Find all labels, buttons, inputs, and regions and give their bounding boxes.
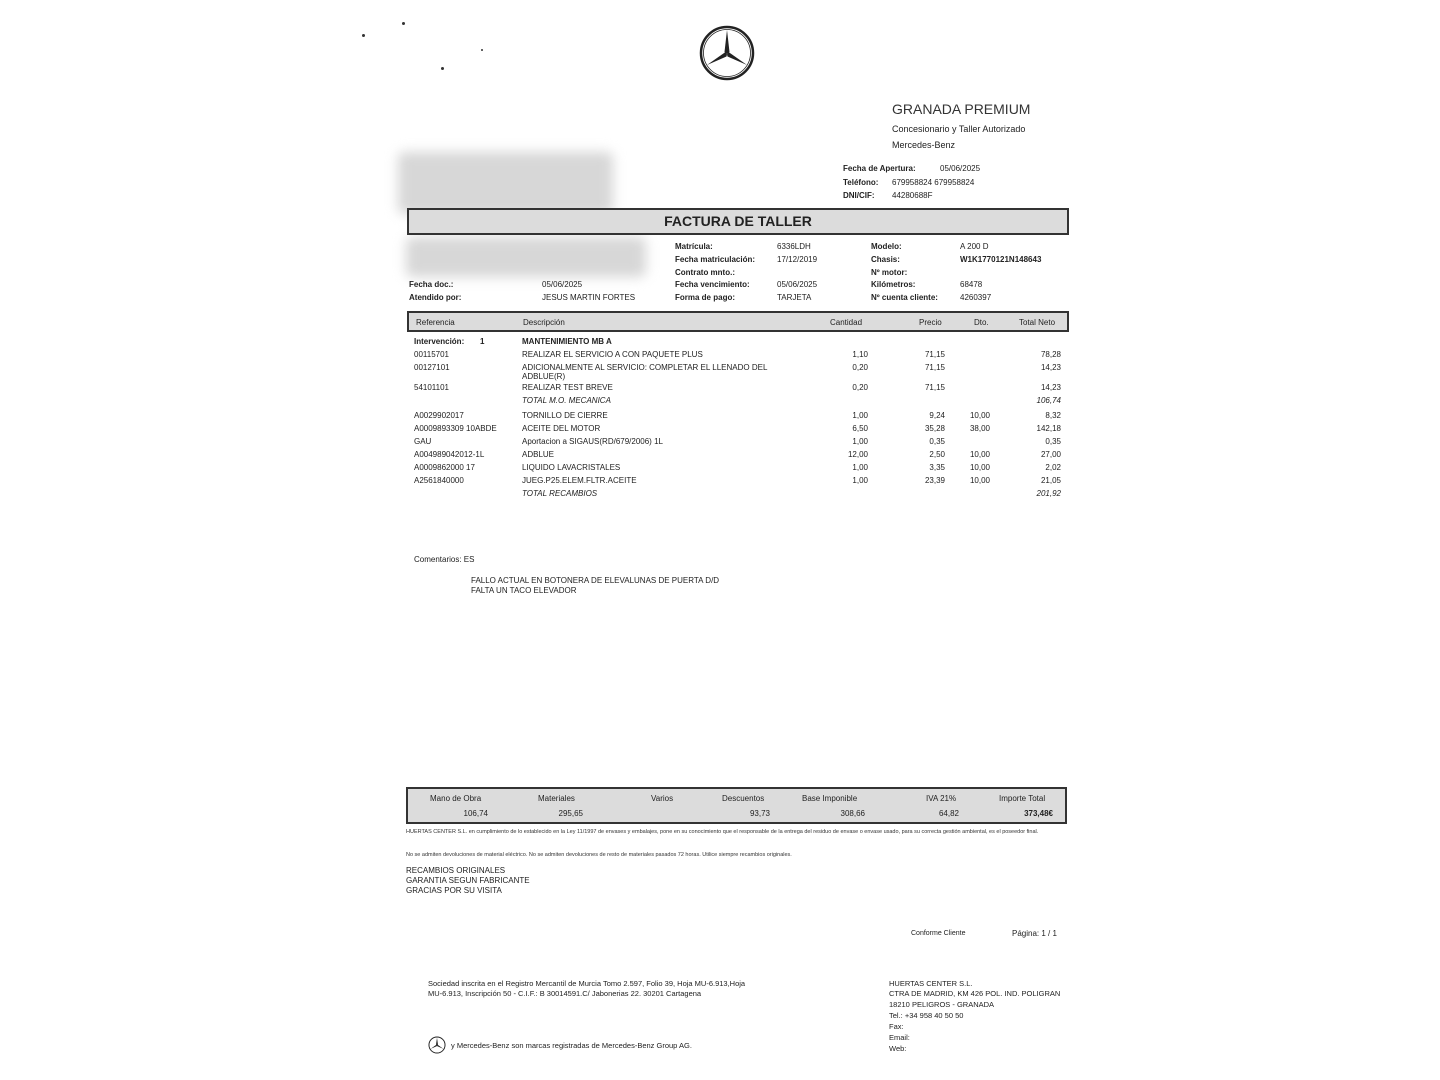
row-total: 201,92 bbox=[1036, 489, 1061, 498]
total-vat-value: 64,82 bbox=[938, 809, 959, 818]
row-discount: 38,00 bbox=[969, 424, 990, 433]
row-quantity: 1,00 bbox=[852, 463, 868, 472]
scan-speck bbox=[362, 34, 365, 37]
return-policy: No se admiten devoluciones de material eléctrico. No se admiten devoluciones de resto de materiales pasados 72 horas. Utilice siempre recambios originales. bbox=[406, 852, 792, 858]
total-labour-value: 106,74 bbox=[463, 809, 488, 818]
vehicle-mid-label: Contrato mnto.: bbox=[675, 268, 735, 277]
vehicle-mid-value: 17/12/2019 bbox=[777, 255, 818, 264]
info-label: DNI/CIF: bbox=[843, 191, 875, 200]
comment-line: FALLO ACTUAL EN BOTONERA DE ELEVALUNAS DE PUERTA D/D bbox=[471, 576, 720, 585]
col-header-discount: Dto. bbox=[974, 318, 989, 327]
vehicle-left-label: Fecha doc.: bbox=[409, 280, 454, 289]
mercedes-star-small-icon bbox=[428, 1036, 446, 1054]
vehicle-right-value: 68478 bbox=[960, 280, 983, 289]
vehicle-right-label: Nº cuenta cliente: bbox=[871, 293, 938, 302]
row-total: 78,28 bbox=[1040, 350, 1061, 359]
row-description: ACEITE DEL MOTOR bbox=[522, 424, 601, 433]
row-price: 71,15 bbox=[924, 350, 945, 359]
row-description: REALIZAR EL SERVICIO A CON PAQUETE PLUS bbox=[522, 350, 703, 359]
col-header-reference: Referencia bbox=[416, 318, 455, 327]
info-value: 679958824 679958824 bbox=[892, 178, 975, 187]
totals-header: Materiales bbox=[538, 794, 575, 803]
row-total: 2,02 bbox=[1045, 463, 1061, 472]
company-line: HUERTAS CENTER S.L. bbox=[889, 979, 973, 988]
row-description: Aportacion a SIGAUS(RD/679/2006) 1L bbox=[522, 437, 663, 446]
row-reference: A0029902017 bbox=[414, 411, 464, 420]
row-reference: GAU bbox=[414, 437, 432, 446]
vehicle-left-label: Atendido por: bbox=[409, 293, 462, 302]
row-reference: 00115701 bbox=[414, 350, 449, 359]
vehicle-left-value: JESUS MARTIN FORTES bbox=[542, 293, 636, 302]
totals-header: Varios bbox=[651, 794, 674, 803]
vehicle-mid-label: Fecha matriculación: bbox=[675, 255, 756, 264]
intervention-number: 1 bbox=[480, 337, 485, 346]
row-total: 14,23 bbox=[1040, 363, 1061, 372]
col-header-quantity: Cantidad bbox=[830, 318, 863, 327]
intervention-description: MANTENIMIENTO MB A bbox=[522, 337, 612, 346]
dealer-name: GRANADA PREMIUM bbox=[892, 101, 1031, 117]
row-quantity: 0,20 bbox=[852, 363, 868, 372]
total-amount-value: 373,48€ bbox=[1024, 809, 1053, 818]
footer-note: GARANTIA SEGUN FABRICANTE bbox=[406, 876, 530, 885]
dealer-line1: Concesionario y Taller Autorizado bbox=[892, 124, 1026, 134]
row-price: 0,35 bbox=[929, 437, 945, 446]
total-discounts-value: 93,73 bbox=[749, 809, 770, 818]
col-header-total: Total Neto bbox=[1019, 318, 1056, 327]
scan-speck bbox=[441, 67, 444, 70]
row-quantity: 0,20 bbox=[852, 383, 868, 392]
vehicle-mid-label: Forma de pago: bbox=[675, 293, 736, 302]
row-description: LIQUIDO LAVACRISTALES bbox=[522, 463, 621, 472]
registry-line: Sociedad inscrita en el Registro Mercantil de Murcia Tomo 2.597, Folio 39, Hoja MU-6.913,Hoja bbox=[428, 979, 746, 988]
redacted-customer-name bbox=[398, 152, 613, 214]
comments-label: Comentarios: ES bbox=[414, 555, 475, 564]
invoice-title-bar bbox=[407, 208, 1069, 235]
vehicle-right-value: 4260397 bbox=[960, 293, 992, 302]
items-table-header bbox=[407, 311, 1069, 332]
totals-header: Descuentos bbox=[722, 794, 765, 803]
dealer-line2: Mercedes-Benz bbox=[892, 140, 956, 150]
customer-signature-label: Conforme Cliente bbox=[911, 930, 966, 937]
vehicle-right-value: W1K1770121N148643 bbox=[960, 255, 1042, 264]
vehicle-mid-label: Fecha vencimiento: bbox=[675, 280, 750, 289]
comment-line: FALTA UN TACO ELEVADOR bbox=[471, 586, 577, 595]
row-price: 71,15 bbox=[924, 363, 945, 372]
registry-line: MU-6.913, Inscripción 50 - C.I.F.: B 30014591.C/ Jabonerias 22. 30201 Cartagena bbox=[428, 989, 702, 998]
vehicle-left-value: 05/06/2025 bbox=[542, 280, 583, 289]
intervention-label: Intervención: bbox=[414, 337, 465, 346]
info-value: 44280688F bbox=[892, 191, 933, 200]
vehicle-right-label: Modelo: bbox=[871, 242, 902, 251]
scan-speck bbox=[481, 49, 483, 51]
vehicle-mid-value: 05/06/2025 bbox=[777, 280, 818, 289]
scan-speck bbox=[402, 22, 405, 25]
row-discount: 10,00 bbox=[969, 411, 990, 420]
row-total: 142,18 bbox=[1036, 424, 1061, 433]
row-reference: 00127101 bbox=[414, 363, 450, 372]
row-quantity: 1,00 bbox=[852, 476, 868, 485]
vehicle-mid-label: Matrícula: bbox=[675, 242, 713, 251]
total-materials-value: 295,65 bbox=[558, 809, 583, 818]
company-line: Tel.: +34 958 40 50 50 bbox=[889, 1011, 964, 1020]
info-label: Teléfono: bbox=[843, 178, 879, 187]
row-description: ADICIONALMENTE AL SERVICIO: COMPLETAR EL LLENADO DEL ADBLUE(R) bbox=[522, 363, 768, 381]
company-line: Web: bbox=[889, 1044, 907, 1053]
trademark-notice: y Mercedes-Benz son marcas registradas de Mercedes-Benz Group AG. bbox=[451, 1041, 692, 1050]
col-header-price: Precio bbox=[919, 318, 942, 327]
page-number: Página: 1 / 1 bbox=[1012, 929, 1057, 938]
row-description: JUEG.P25.ELEM.FLTR.ACEITE bbox=[522, 476, 637, 485]
row-discount: 10,00 bbox=[969, 476, 990, 485]
row-description: ADBLUE bbox=[522, 450, 555, 459]
vehicle-right-label: Nº motor: bbox=[871, 268, 908, 277]
company-line: Fax: bbox=[889, 1022, 904, 1031]
row-discount: 10,00 bbox=[969, 450, 990, 459]
row-reference: A2561840000 bbox=[414, 476, 464, 485]
company-line: Email: bbox=[889, 1033, 910, 1042]
row-reference: 54101101 bbox=[414, 383, 449, 392]
row-quantity: 1,00 bbox=[852, 437, 868, 446]
vehicle-mid-value: 6336LDH bbox=[777, 242, 811, 251]
vehicle-mid-value: TARJETA bbox=[777, 293, 812, 302]
redacted-customer-address bbox=[406, 237, 646, 277]
legal-notice: HUERTAS CENTER S.L. en cumplimiento de lo establecido en la Ley 11/1997 de envases y embalajes, pone en su conocimiento que el responsable de la entrega del residuo de envase o envase usado, para su correcta gestión ambiental, es el poseedor final. bbox=[406, 829, 1039, 835]
vehicle-right-label: Kilómetros: bbox=[871, 280, 916, 289]
row-description: TOTAL M.O. MECANICA bbox=[522, 396, 611, 405]
invoice-title: FACTURA DE TALLER bbox=[664, 213, 812, 229]
company-line: 18210 PELIGROS - GRANADA bbox=[889, 1000, 995, 1009]
mercedes-star-logo bbox=[699, 25, 755, 81]
company-line: CTRA DE MADRID, KM 426 POL. IND. POLIGRAN bbox=[889, 989, 1061, 998]
row-price: 23,39 bbox=[924, 476, 945, 485]
footer-note: RECAMBIOS ORIGINALES bbox=[406, 866, 506, 875]
row-total: 8,32 bbox=[1045, 411, 1061, 420]
row-price: 2,50 bbox=[929, 450, 945, 459]
row-quantity: 6,50 bbox=[852, 424, 868, 433]
row-description: TORNILLO DE CIERRE bbox=[522, 411, 608, 420]
totals-box bbox=[406, 787, 1067, 824]
row-reference: A004989042012-1L bbox=[414, 450, 485, 459]
row-description: TOTAL RECAMBIOS bbox=[522, 489, 598, 498]
totals-header: Mano de Obra bbox=[430, 794, 482, 803]
row-quantity: 12,00 bbox=[847, 450, 868, 459]
col-header-description: Descripción bbox=[523, 318, 565, 327]
row-total: 14,23 bbox=[1040, 383, 1061, 392]
totals-header: Importe Total bbox=[999, 794, 1046, 803]
totals-header: Base Imponible bbox=[802, 794, 858, 803]
row-total: 0,35 bbox=[1045, 437, 1061, 446]
row-reference: A0009862000 17 bbox=[414, 463, 475, 472]
row-discount: 10,00 bbox=[969, 463, 990, 472]
info-value: 05/06/2025 bbox=[940, 164, 981, 173]
row-price: 3,35 bbox=[929, 463, 945, 472]
row-price: 35,28 bbox=[924, 424, 945, 433]
row-quantity: 1,00 bbox=[852, 411, 868, 420]
row-total: 106,74 bbox=[1036, 396, 1061, 405]
row-price: 71,15 bbox=[924, 383, 945, 392]
vehicle-right-value: A 200 D bbox=[960, 242, 989, 251]
row-quantity: 1,10 bbox=[852, 350, 868, 359]
footer-note: GRACIAS POR SU VISITA bbox=[406, 886, 502, 895]
vehicle-right-label: Chasis: bbox=[871, 255, 900, 264]
info-label: Fecha de Apertura: bbox=[843, 164, 916, 173]
row-description: REALIZAR TEST BREVE bbox=[522, 383, 613, 392]
row-total: 21,05 bbox=[1040, 476, 1061, 485]
row-total: 27,00 bbox=[1040, 450, 1061, 459]
totals-header: IVA 21% bbox=[926, 794, 957, 803]
total-base-value: 308,66 bbox=[840, 809, 865, 818]
row-reference: A0009893309 10ABDE bbox=[414, 424, 497, 433]
row-price: 9,24 bbox=[929, 411, 945, 420]
